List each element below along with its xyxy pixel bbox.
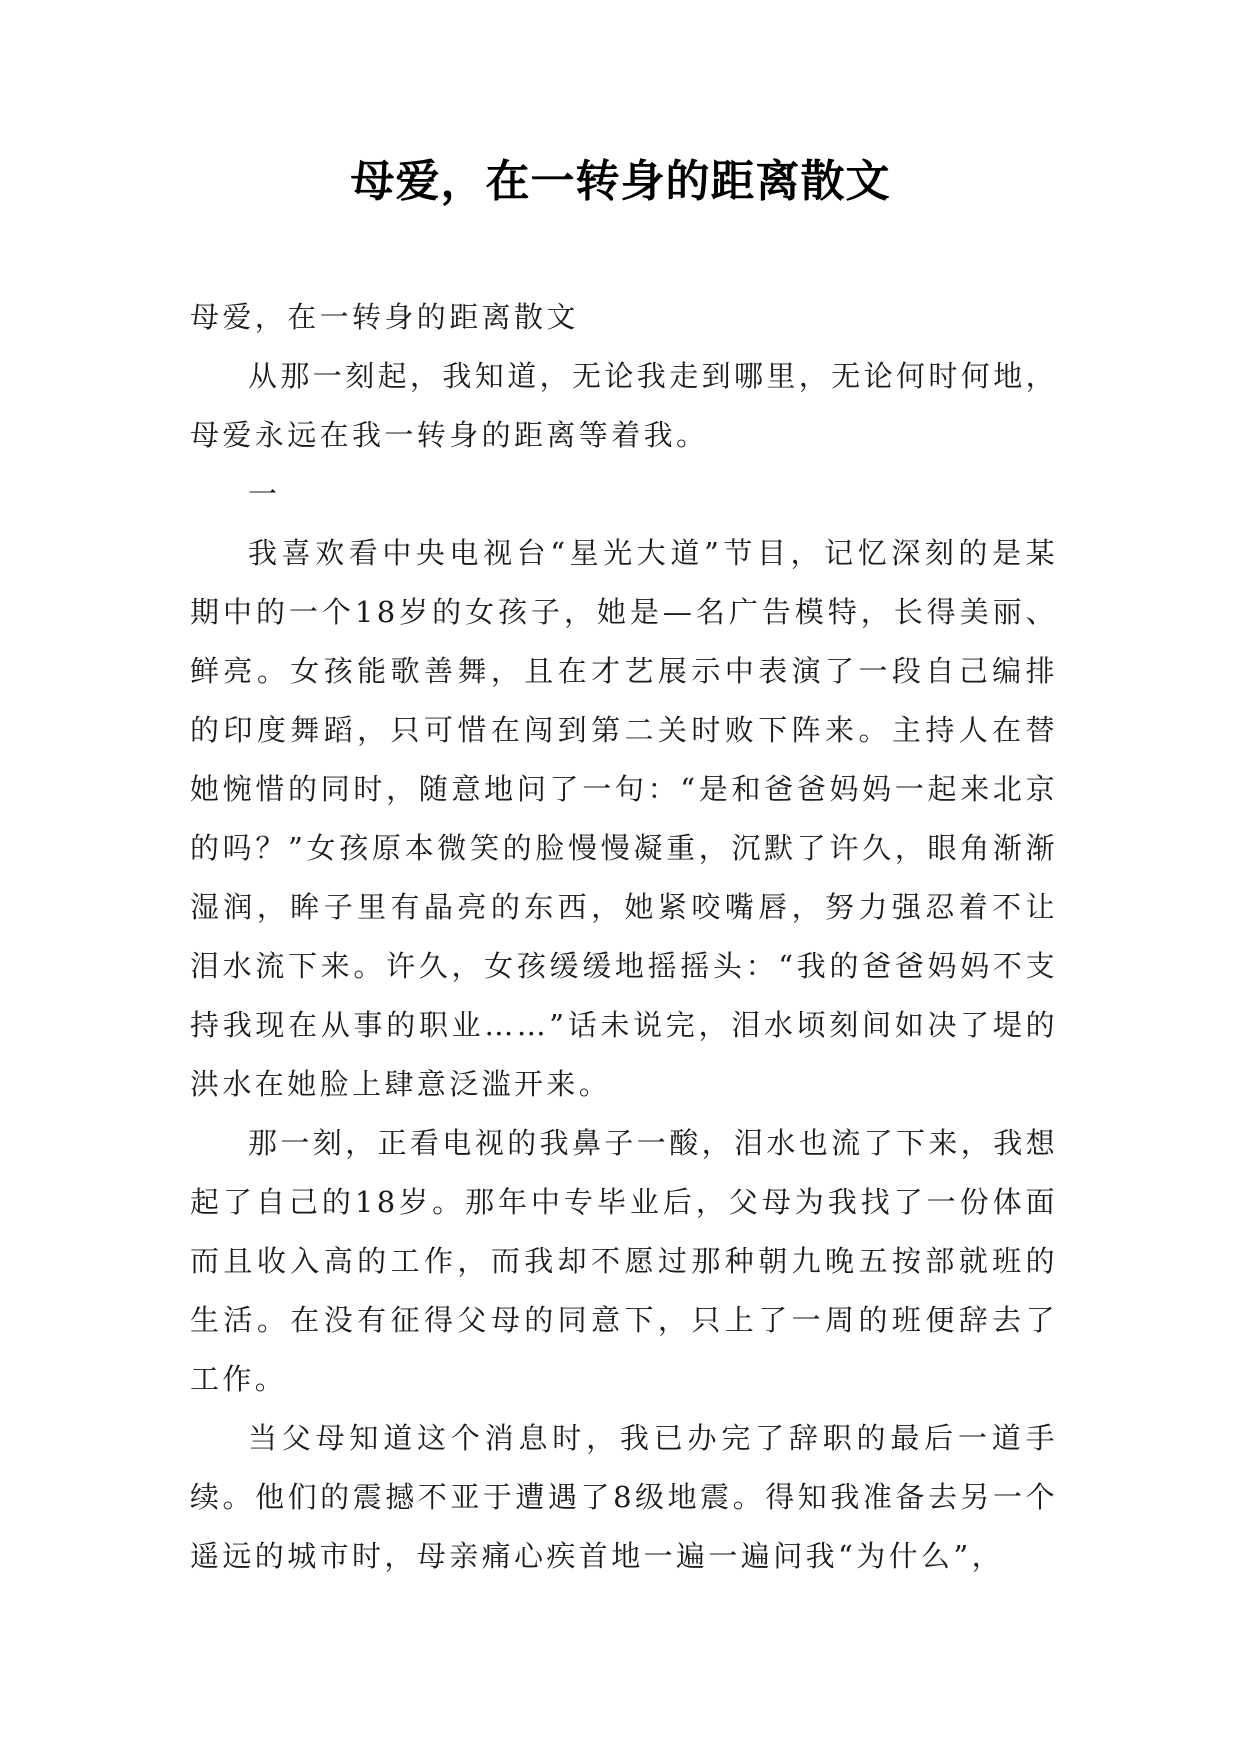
paragraph: 从那一刻起，我知道，无论我走到哪里，无论何时何地，母爱永远在我一转身的距离等着我。 [190,359,1059,452]
paragraph: 我喜欢看中央电视台“星光大道”节目，记忆深刻的是某期中的一个18岁的女孩子，她是—名广告模特，长得美丽、鲜亮。女孩能歌善舞，且在才艺展示中表演了一段自己编排的印度舞蹈，只可惜在闯到第二关时败下阵来。主持人在替她惋惜的同时，随意地问了一句：“是和爸爸妈妈一起来北京的吗？”女孩原本微笑的脸慢慢凝重，沉默了许久，眼角渐渐湿润，眸子里有晶亮的东西，她紧咬嘴唇，努力强忍着不让泪水流下来。许久，女孩缓缓地摇摇头：“我的爸爸妈妈不支持我现在从事的职业……”话未说完，泪水顷刻间如决了堤的洪水在她脸上肆意泛滥开来。 [190,536,1058,1101]
paragraph: 那一刻，正看电视的我鼻子一酸，泪水也流了下来，我想起了自己的18岁。那年中专毕业后，父母为我找了一份体面而且收入高的工作，而我却不愿过那种朝九晚五按部就班的生活。在没有征得父母的同意下，只上了一周的班便辞去了工作。 [190,1126,1059,1396]
paragraph-subtitle: 母爱，在一转身的距离散文 [190,300,579,334]
document-title: 母爱，在一转身的距离散文 [350,156,891,207]
document-body [190,288,1058,1586]
paragraph: 当父母知道这个消息时，我已办完了辞职的最后一道手续。他们的震撼不亚于遭遇了8级地震。得知我准备去另一个遥远的城市时，母亲痛心疾首地一遍一遍问我“为什么”， [190,1421,1058,1573]
section-number: 一 [248,477,281,511]
